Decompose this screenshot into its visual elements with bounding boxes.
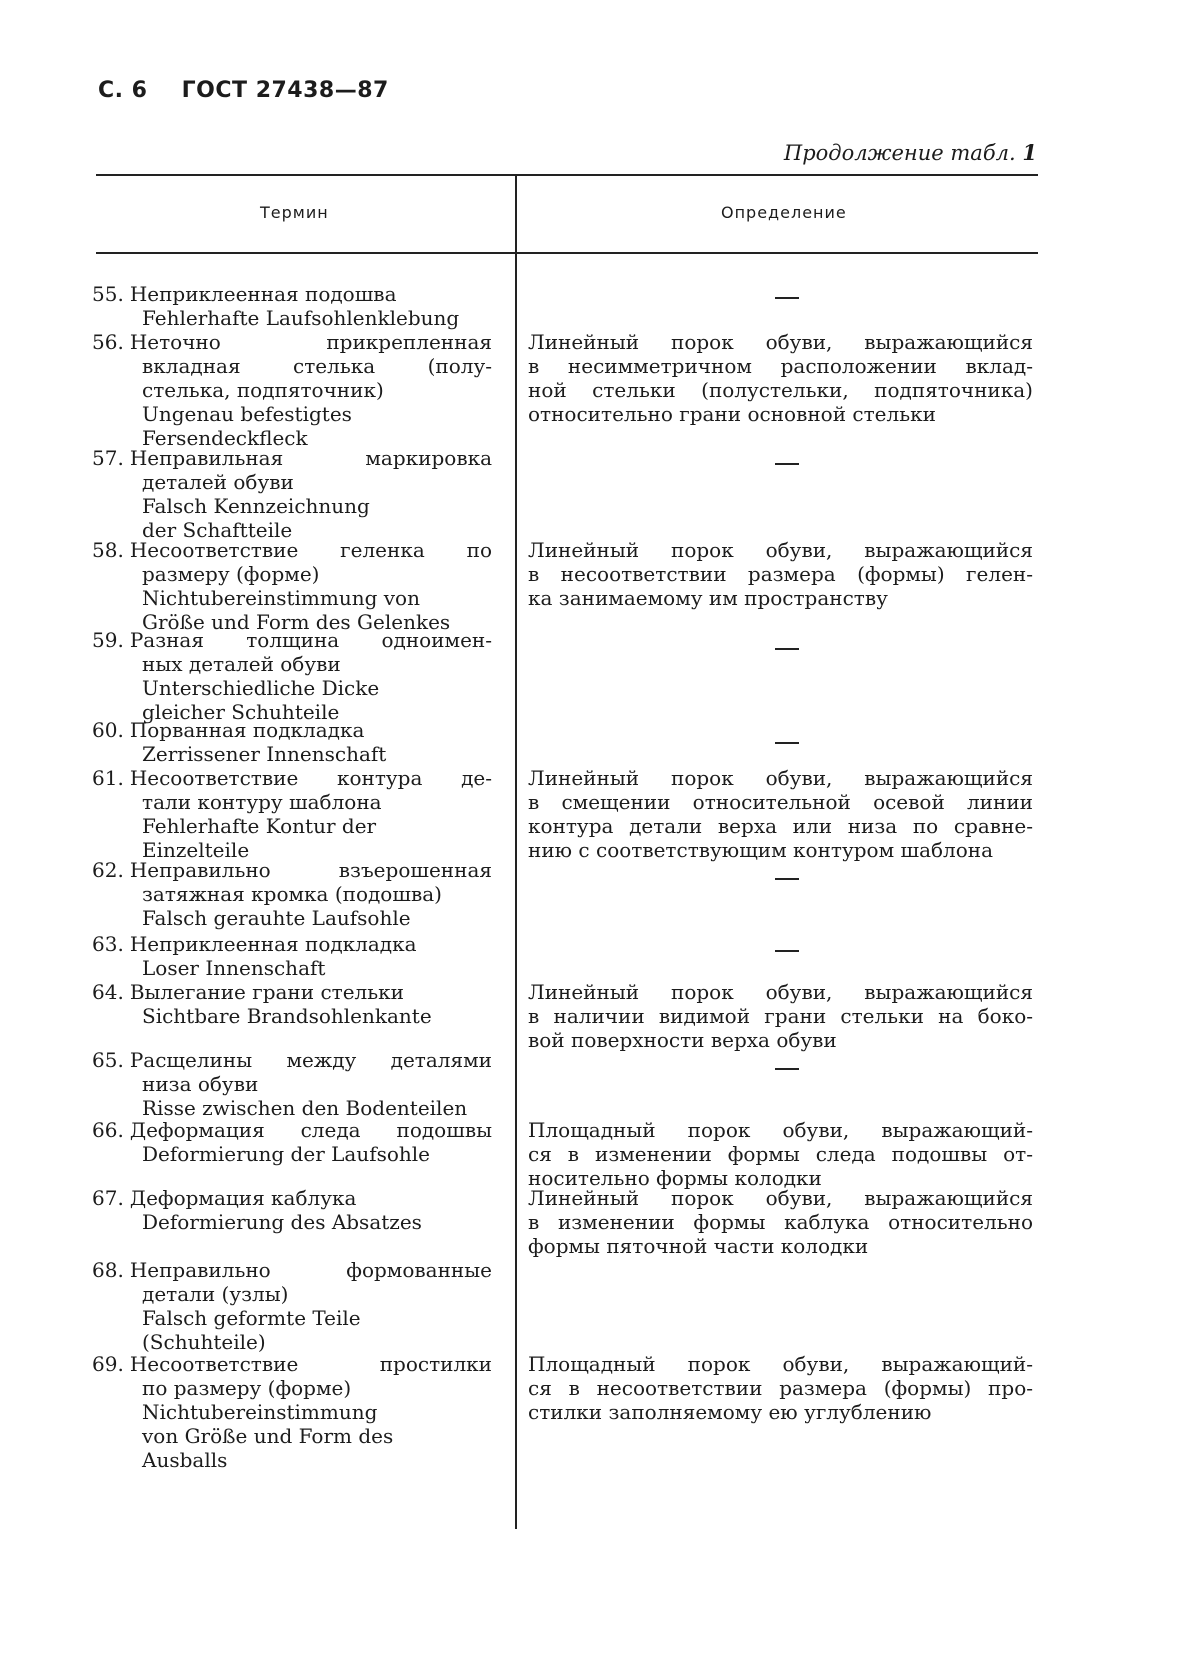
term-de-line: Falsch Kennzeichnung — [142, 494, 370, 518]
term-de-line: Deformierung des Absatzes — [142, 1210, 422, 1234]
term-ru-line: размеру (форме) — [142, 562, 320, 586]
entry-number: 68. — [92, 1258, 124, 1282]
dash-no-definition — [775, 297, 799, 299]
table-top-rule — [96, 174, 1038, 176]
term-ru-line: затяжная кромка (подошва) — [142, 882, 442, 906]
term-first-line — [92, 1048, 492, 1072]
entry-number: 60. — [92, 718, 124, 742]
definition-line: формы пяточной части колодки — [528, 1234, 869, 1258]
definition-line: носительно формы колодки — [528, 1166, 822, 1190]
definition-block — [528, 1352, 1033, 1424]
definition-line: Площадный порок обуви, выражающий- — [528, 1118, 1033, 1142]
term-entry — [92, 1048, 492, 1120]
term-first-line — [92, 1186, 492, 1210]
term-de-line: Einzelteile — [142, 838, 250, 862]
term-entry — [92, 980, 492, 1028]
term-entry — [92, 282, 492, 330]
definition-line: Линейный порок обуви, выражающийся — [528, 538, 1033, 562]
definition-block — [528, 980, 1033, 1052]
term-de-line: von Größe und Form des — [142, 1424, 394, 1448]
term-ru-line: Деформация каблука — [129, 1186, 357, 1210]
definition-block — [528, 766, 1033, 862]
term-ru-line: Разная толщина одноимен- — [129, 628, 492, 652]
term-ru-line: Расщелины между деталями — [129, 1048, 492, 1072]
term-ru-line: Неправильно взъерошенная — [129, 858, 492, 882]
entry-number: 63. — [92, 932, 124, 956]
definition-line: ся в изменении формы следа подошвы от- — [528, 1142, 1033, 1166]
term-ru-line: ных деталей обуви — [142, 652, 341, 676]
entry-number: 57. — [92, 446, 124, 470]
entry-number: 62. — [92, 858, 124, 882]
definition-line: ся в несоответствии размера (формы) про- — [528, 1376, 1033, 1400]
term-entry — [92, 628, 492, 724]
term-ru-line: Неправильная маркировка — [129, 446, 492, 470]
term-first-line — [92, 1352, 492, 1376]
entry-number: 67. — [92, 1186, 124, 1210]
term-de-line: Fehlerhafte Kontur der — [142, 814, 377, 838]
term-first-line — [92, 1258, 492, 1282]
term-de-line: Fersendeckfleck — [142, 426, 308, 450]
term-entry — [92, 538, 492, 634]
term-ru-line: Деформация следа подошвы — [129, 1118, 492, 1142]
term-entry — [92, 446, 492, 542]
term-ru-line: Несоответствие геленка по — [129, 538, 492, 562]
definition-line: контура детали верха или низа по сравне- — [528, 814, 1033, 838]
definition-line: вой поверхности верха обуви — [528, 1028, 837, 1052]
term-ru-line: Неправильно формованные — [129, 1258, 492, 1282]
definition-line: ка занимаемому им пространству — [528, 586, 888, 610]
dash-no-definition — [775, 648, 799, 650]
page-header — [98, 78, 389, 103]
term-de-line: Risse zwischen den Bodenteilen — [142, 1096, 468, 1120]
term-first-line — [92, 980, 492, 1004]
definition-line: Линейный порок обуви, выражающийся — [528, 330, 1033, 354]
term-entry — [92, 1118, 492, 1166]
entry-number: 55. — [92, 282, 124, 306]
term-de-line: Ausballs — [142, 1448, 228, 1472]
term-ru-line: Неприклеенная подкладка — [129, 932, 417, 956]
term-ru-line: Вылегание грани стельки — [129, 980, 404, 1004]
dash-no-definition — [775, 463, 799, 465]
term-first-line — [92, 446, 492, 470]
term-ru-line: детали (узлы) — [142, 1282, 289, 1306]
term-entry — [92, 718, 492, 766]
definition-line: в смещении относительной осевой линии — [528, 790, 1033, 814]
definition-line: в несимметричном расположении вклад- — [528, 354, 1033, 378]
definition-line: в несоответствии размера (формы) гелен- — [528, 562, 1033, 586]
definition-line: в наличии видимой грани стельки на боко- — [528, 1004, 1033, 1028]
term-first-line — [92, 1118, 492, 1142]
definition-block — [528, 538, 1033, 610]
term-de-line: Falsch gerauhte Laufsohle — [142, 906, 411, 930]
term-entry — [92, 1352, 492, 1472]
definition-line: Линейный порок обуви, выражающийся — [528, 766, 1033, 790]
entry-number: 64. — [92, 980, 124, 1004]
entry-number: 61. — [92, 766, 124, 790]
term-de-line: Loser Innenschaft — [142, 956, 326, 980]
dash-no-definition — [775, 742, 799, 744]
table-number: 1 — [1022, 140, 1037, 165]
term-ru-line: вкладная стелька (полу- — [142, 354, 492, 378]
definition-block — [528, 1186, 1033, 1258]
term-de-line: Nichtubereinstimmung von — [142, 586, 420, 610]
entry-number: 66. — [92, 1118, 124, 1142]
term-de-line: Fehlerhafte Laufsohlenklebung — [142, 306, 460, 330]
dash-no-definition — [775, 950, 799, 952]
column-divider — [515, 174, 517, 1529]
page-number: С. 6 — [98, 78, 148, 103]
definition-block — [528, 1118, 1033, 1190]
term-ru-line: Порванная подкладка — [129, 718, 365, 742]
definition-line: ной стельки (полустельки, подпяточника) — [528, 378, 1033, 402]
definition-line: стилки заполняемому ею углублению — [528, 1400, 932, 1424]
term-first-line — [92, 858, 492, 882]
entry-number: 69. — [92, 1352, 124, 1376]
term-entry — [92, 330, 492, 450]
entry-number: 59. — [92, 628, 124, 652]
definition-line: Линейный порок обуви, выражающийся — [528, 1186, 1033, 1210]
term-ru-line: деталей обуви — [142, 470, 294, 494]
continuation-text: Продолжение табл. — [783, 141, 1016, 165]
term-first-line — [92, 538, 492, 562]
dash-no-definition — [775, 878, 799, 880]
term-entry — [92, 858, 492, 930]
term-ru-line: Несоответствие контура де- — [129, 766, 492, 790]
definition-line: в изменении формы каблука относительно — [528, 1210, 1033, 1234]
term-de-line: Ungenau befestigtes — [142, 402, 352, 426]
term-ru-line: Несоответствие простилки — [129, 1352, 492, 1376]
term-ru-line: стелька, подпяточник) — [142, 378, 384, 402]
term-ru-line: Неточно прикрепленная — [129, 330, 492, 354]
term-entry — [92, 766, 492, 862]
term-de-line: der Schaftteile — [142, 518, 293, 542]
definition-line: нию с соответствующим контуром шаблона — [528, 838, 994, 862]
term-entry — [92, 932, 492, 980]
table-continuation-label — [784, 140, 1037, 165]
term-de-line: gleicher Schuhteile — [142, 700, 340, 724]
dash-no-definition — [775, 1068, 799, 1070]
term-first-line — [92, 718, 492, 742]
entry-number: 58. — [92, 538, 124, 562]
term-first-line — [92, 282, 492, 306]
column-header-definition: Определение — [721, 203, 847, 222]
definition-line: Линейный порок обуви, выражающийся — [528, 980, 1033, 1004]
term-de-line: Falsch geformte Teile — [142, 1306, 361, 1330]
term-entry — [92, 1186, 492, 1234]
term-de-line: Größe und Form des Gelenkes — [142, 610, 451, 634]
definition-line: относительно грани основной стельки — [528, 402, 936, 426]
definition-block — [528, 330, 1033, 426]
term-ru-line: низа обуви — [142, 1072, 259, 1096]
entry-number: 56. — [92, 330, 124, 354]
term-first-line — [92, 932, 492, 956]
term-ru-line: по размеру (форме) — [142, 1376, 352, 1400]
entry-number: 65. — [92, 1048, 124, 1072]
term-first-line — [92, 766, 492, 790]
term-de-line: Zerrissener Innenschaft — [142, 742, 387, 766]
table-header-rule — [96, 252, 1038, 254]
term-de-line: Unterschiedliche Dicke — [142, 676, 380, 700]
standard-code: ГОСТ 27438—87 — [181, 78, 389, 103]
term-de-line: Deformierung der Laufsohle — [142, 1142, 431, 1166]
column-header-term: Термин — [260, 203, 329, 222]
term-first-line — [92, 628, 492, 652]
term-first-line — [92, 330, 492, 354]
term-entry — [92, 1258, 492, 1354]
term-de-line: Nichtubereinstimmung — [142, 1400, 378, 1424]
term-de-line: Sichtbare Brandsohlenkante — [142, 1004, 432, 1028]
definition-line: Площадный порок обуви, выражающий- — [528, 1352, 1033, 1376]
term-ru-line: Неприклеенная подошва — [129, 282, 397, 306]
term-de-line: (Schuhteile) — [142, 1330, 266, 1354]
term-ru-line: тали контуру шаблона — [142, 790, 382, 814]
